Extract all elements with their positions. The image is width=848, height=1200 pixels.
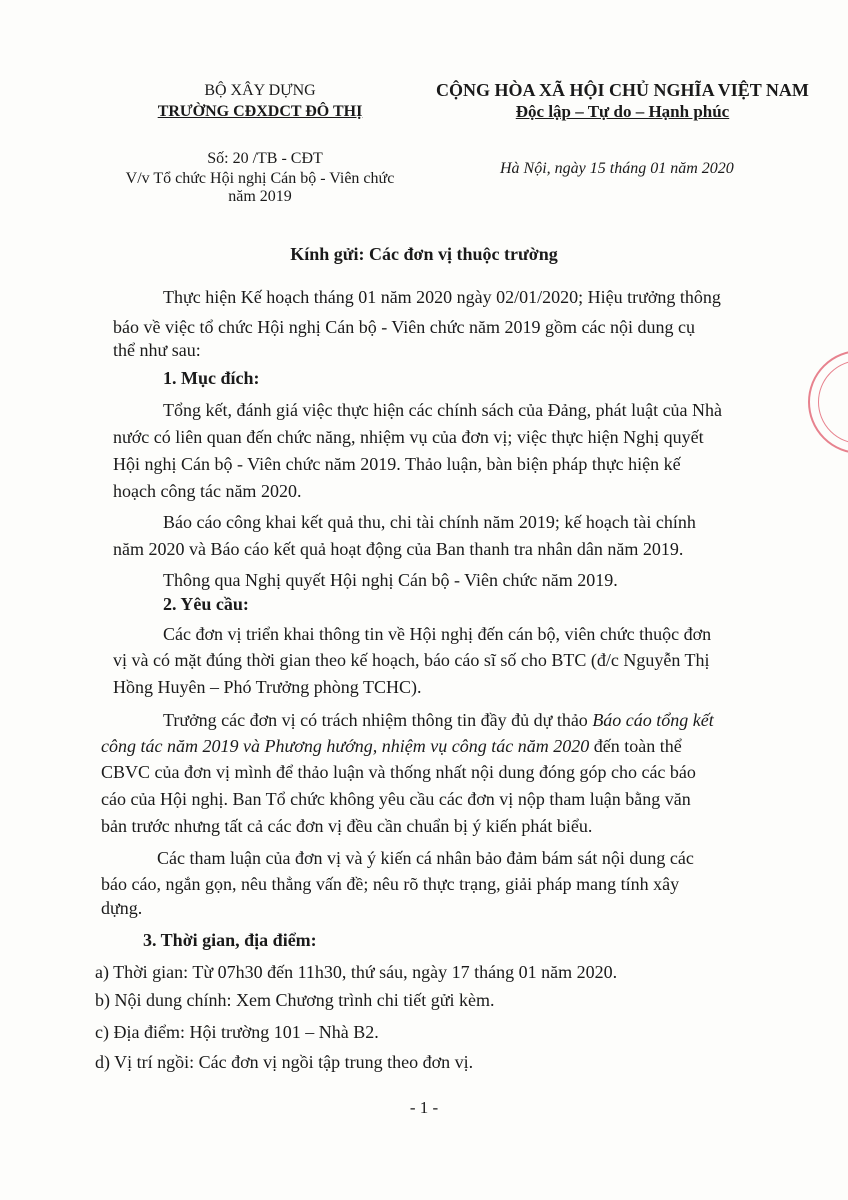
intro-line-2: báo về việc tổ chức Hội nghị Cán bộ - Viên chức năm 2019 gồm các nội dung cụ	[113, 317, 695, 337]
section-3-item-d: d) Vị trí ngồi: Các đơn vị ngồi tập trung theo đơn vị.	[95, 1052, 474, 1072]
section-2-title: 2. Yêu cầu:	[163, 594, 249, 614]
section-2-p1-line-1: Các đơn vị triển khai thông tin về Hội nghị đến cán bộ, viên chức thuộc đơn	[163, 624, 712, 644]
section-1-p1-line-1: Tổng kết, đánh giá việc thực hiện các chính sách của Đảng, phát luật của Nhà	[163, 400, 723, 420]
ministry-name: BỘ XÂY DỰNG	[204, 82, 316, 99]
section-2-p2-lead: Trưởng các đơn vị có trách nhiệm thông tin đầy đủ dự thảo	[163, 710, 593, 730]
section-3-title: 3. Thời gian, địa điểm:	[143, 930, 317, 950]
section-1-p2-line-2: năm 2020 và Báo cáo kết quả hoạt động của Ban thanh tra nhân dân năm 2019.	[113, 539, 684, 559]
subject-line-1: V/v Tổ chức Hội nghị Cán bộ - Viên chức	[125, 170, 395, 187]
school-name: TRƯỜNG CĐXDCT ĐÔ THỊ	[157, 103, 363, 120]
document-number: Số: 20 /TB - CĐT	[207, 150, 323, 167]
nation-title: CỘNG HÒA XÃ HỘI CHỦ NGHĨA VIỆT NAM	[436, 80, 809, 100]
place-date: Hà Nội, ngày 15 tháng 01 năm 2020	[500, 160, 734, 177]
section-2-p2-line-2	[101, 736, 682, 757]
section-2-p3-line-1: Các tham luận của đơn vị và ý kiến cá nhân bảo đảm bám sát nội dung các	[157, 848, 694, 868]
subject-line-2: năm 2019	[228, 188, 292, 205]
section-2-p2-doc-title-2: công tác năm 2019 và Phương hướng, nhiệm vụ công tác năm 2020	[101, 736, 590, 756]
recipient-line: Kính gửi: Các đơn vị thuộc trường	[290, 244, 558, 264]
section-2-p2-line-3: CBVC của đơn vị mình để thảo luận và thống nhất nội dung đóng góp cho các báo	[101, 762, 696, 782]
national-motto: Độc lập – Tự do – Hạnh phúc	[515, 102, 730, 121]
section-2-p2-line-1	[163, 710, 714, 731]
section-2-p1-line-2: vị và có mặt đúng thời gian theo kế hoạch, báo cáo sĩ số cho BTC (đ/c Nguyễn Thị	[113, 650, 710, 670]
section-1-p1-line-4: hoạch công tác năm 2020.	[113, 481, 302, 501]
section-2-p3-line-3: dựng.	[101, 898, 143, 918]
section-3-item-c: c) Địa điểm: Hội trường 101 – Nhà B2.	[95, 1022, 379, 1042]
section-3-item-a: a) Thời gian: Từ 07h30 đến 11h30, thứ sáu, ngày 17 tháng 01 năm 2020.	[95, 962, 618, 982]
intro-line-3: thể như sau:	[113, 340, 201, 360]
section-1-p2-line-1: Báo cáo công khai kết quả thu, chi tài chính năm 2019; kế hoạch tài chính	[163, 512, 696, 532]
section-1-title: 1. Mục đích:	[163, 368, 260, 388]
section-2-p2-doc-title-1: Báo cáo tổng kết	[592, 710, 714, 730]
section-2-p1-line-3: Hồng Huyên – Phó Trưởng phòng TCHC).	[113, 677, 422, 697]
red-seal-stamp	[808, 350, 848, 454]
section-2-p2-after: đến toàn thể	[589, 736, 682, 756]
section-3-item-b: b) Nội dung chính: Xem Chương trình chi tiết gửi kèm.	[95, 990, 495, 1010]
section-2-p2-line-4: cáo của Hội nghị. Ban Tổ chức không yêu cầu các đơn vị nộp tham luận bằng văn	[101, 789, 691, 809]
section-1-p1-line-3: Hội nghị Cán bộ - Viên chức năm 2019. Thảo luận, bàn biện pháp thực hiện kế	[113, 454, 681, 474]
page-number: - 1 -	[409, 1098, 439, 1117]
section-1-p3: Thông qua Nghị quyết Hội nghị Cán bộ - Viên chức năm 2019.	[163, 570, 618, 590]
section-2-p3-line-2: báo cáo, ngắn gọn, nêu thẳng vấn đề; nêu rõ thực trạng, giải pháp mang tính xây	[101, 874, 680, 894]
section-1-p1-line-2: nước có liên quan đến chức năng, nhiệm vụ của đơn vị; việc thực hiện Nghị quyết	[113, 427, 704, 447]
section-2-p2-line-5: bản trước nhưng tất cả các đơn vị đều cần chuẩn bị ý kiến phát biểu.	[101, 816, 593, 836]
intro-line-1: Thực hiện Kế hoạch tháng 01 năm 2020 ngày 02/01/2020; Hiệu trưởng thông	[163, 287, 721, 307]
